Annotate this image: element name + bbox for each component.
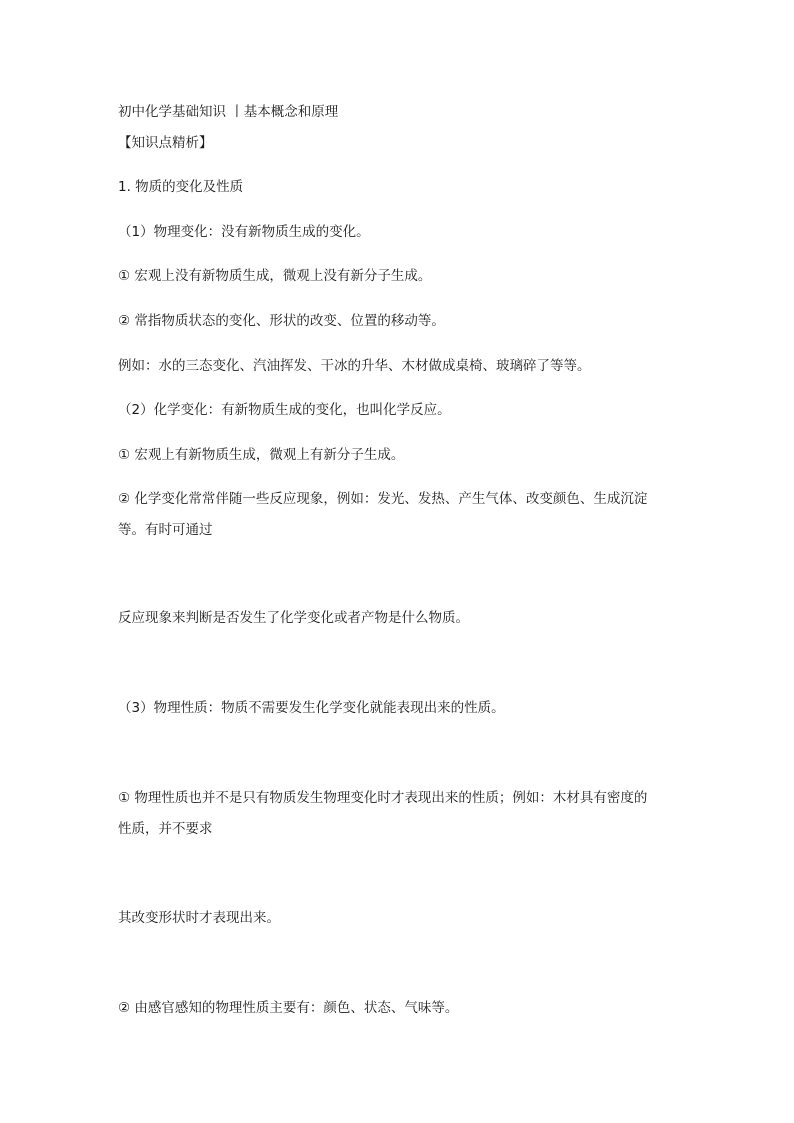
paragraph: 其改变形状时才表现出来。 — [118, 910, 280, 926]
paragraph: ① 宏观上有新物质生成，微观上有新分子生成。 — [118, 447, 405, 463]
document-title: 初中化学基础知识 丨基本概念和原理 — [118, 104, 339, 120]
paragraph: （2）化学变化：有新物质生成的变化，也叫化学反应。 — [118, 402, 451, 418]
paragraph: ① 物理性质也并不是只有物质发生物理变化时才表现出来的性质；例如：木材具有密度的 — [118, 790, 648, 806]
paragraph: 等。有时可通过 — [118, 522, 213, 538]
paragraph: 例如：水的三态变化、汽油挥发、干冰的升华、木材做成桌椅、玻璃碎了等等。 — [118, 358, 591, 374]
paragraph: 1. 物质的变化及性质 — [118, 179, 244, 195]
paragraph: （3）物理性质：物质不需要发生化学变化就能表现出来的性质。 — [118, 700, 505, 716]
paragraph: ① 宏观上没有新物质生成，微观上没有新分子生成。 — [118, 268, 432, 284]
paragraph: 反应现象来判断是否发生了化学变化或者产物是什么物质。 — [118, 610, 469, 626]
paragraph: （1）物理变化：没有新物质生成的变化。 — [118, 224, 370, 240]
section-heading: 【知识点精析】 — [118, 135, 213, 151]
paragraph: 性质，并不要求 — [118, 821, 213, 837]
paragraph: ② 化学变化常常伴随一些反应现象，例如：发光、发热、产生气体、改变颜色、生成沉淀 — [118, 491, 648, 507]
paragraph: ② 常指物质状态的变化、形状的改变、位置的移动等。 — [118, 313, 445, 329]
paragraph: ② 由感官感知的物理性质主要有：颜色、状态、气味等。 — [118, 1000, 459, 1016]
